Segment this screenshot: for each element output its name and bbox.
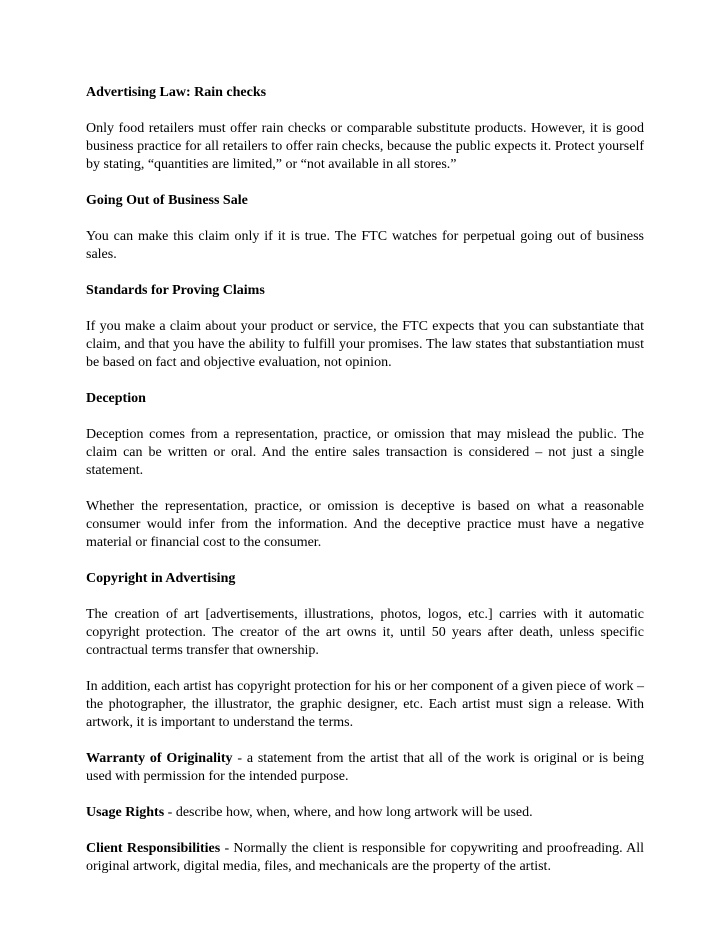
heading-going-out-of-business: Going Out of Business Sale — [86, 193, 248, 208]
heading-rain-checks: Advertising Law: Rain checks — [86, 85, 267, 100]
document-page — [86, 84, 644, 894]
definition-usage-rights: - describe how, when, where, and how long artwork will be used. — [164, 805, 533, 820]
term-client-responsibilities: Client Responsibilities — [86, 841, 221, 856]
heading-copyright: Copyright in Advertising — [86, 571, 236, 586]
heading-deception: Deception — [86, 391, 146, 406]
paragraph-copyright-1: The creation of art [advertisements, illustrations, photos, logos, etc.] carries with it automatic copyright protection. The creator of the art owns it, until 50 years after death, unless specific contractual terms transfer that ownership. — [86, 607, 644, 658]
term-warranty-of-originality: Warranty of Originality — [86, 751, 233, 766]
paragraph-deception-1: Deception comes from a representation, practice, or omission that may mislead the public. The claim can be written or oral. And the entire sales transaction is considered – not just a single statement. — [86, 427, 644, 478]
definition-client-responsibilities: - Normally the client is responsible for copywriting and proofreading. All original artwork, digital media, files, and mechanicals are the property of the artist. — [86, 841, 644, 874]
paragraph-warranty — [86, 750, 644, 786]
term-usage-rights: Usage Rights — [86, 805, 165, 820]
paragraph-copyright-2: In addition, each artist has copyright protection for his or her component of a given piece of work – the photographer, the illustrator, the graphic designer, etc. Each artist must sign a release. With artwork, it is important to understand the terms. — [86, 679, 644, 730]
paragraph-going-out-of-business: You can make this claim only if it is true. The FTC watches for perpetual going out of business sales. — [86, 229, 644, 262]
paragraph-rain-checks: Only food retailers must offer rain checks or comparable substitute products. However, it is good business practice for all retailers to offer rain checks, because the public expects it. Protect yourself by stating, “quantities are limited,” or “not available in all stores.” — [86, 121, 644, 172]
paragraph-standards: If you make a claim about your product or service, the FTC expects that you can substantiate that claim, and that you have the ability to fulfill your promises. The law states that substantiation must be based on fact and objective evaluation, not opinion. — [86, 319, 644, 370]
paragraph-deception-2: Whether the representation, practice, or omission is deceptive is based on what a reasonable consumer would infer from the information. And the deceptive practice must have a negative material or financial cost to the consumer. — [86, 499, 644, 550]
definition-warranty: - a statement from the artist that all of the work is original or is being used with permission for the intended purpose. — [86, 751, 644, 784]
paragraph-usage-rights — [86, 804, 644, 822]
paragraph-client-responsibilities — [86, 840, 644, 876]
heading-standards: Standards for Proving Claims — [86, 283, 265, 298]
